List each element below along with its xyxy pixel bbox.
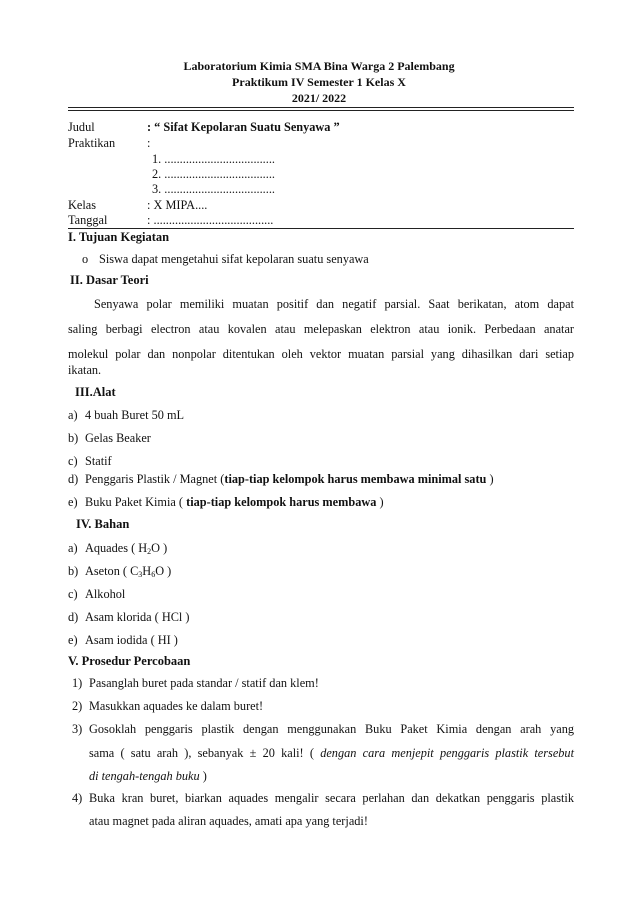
alat-marker: a) bbox=[68, 408, 78, 422]
subscript: 3 bbox=[138, 570, 143, 579]
praktikan-slot-1: 1. .................................... bbox=[152, 152, 275, 166]
step-4-line-1: Buka kran buret, biarkan aquades mengalir secara perlahan dan dekatkan penggaris plastik bbox=[89, 791, 574, 805]
praktikan-slot-3: 3. .................................... bbox=[152, 182, 275, 196]
alat-text: Statif bbox=[85, 454, 112, 468]
dasar-teori-heading: II. Dasar Teori bbox=[70, 273, 149, 287]
bahan-text: H bbox=[142, 564, 152, 578]
prosedur-heading: V. Prosedur Percobaan bbox=[68, 654, 191, 668]
alat-marker: d) bbox=[68, 472, 79, 486]
alat-text: Buku Paket Kimia ( bbox=[85, 495, 184, 509]
alat-text: Gelas Beaker bbox=[85, 431, 151, 445]
header-rule-top bbox=[68, 107, 574, 108]
step-marker: 3) bbox=[72, 722, 83, 736]
dasar-teori-line-3: molekul polar dan nonpolar ditentukan oleh vektor muatan parsial yang dihasilkan dari setiap bbox=[68, 347, 574, 361]
step-3-line-3 bbox=[89, 769, 207, 784]
practicum-title: Praktikum IV Semester 1 Kelas X bbox=[232, 75, 406, 89]
bahan-text: O ) bbox=[155, 564, 172, 578]
step-3-text: sama ( satu arah ), sebanyak ± 20 kali! ( bbox=[89, 746, 314, 760]
step-marker: 2) bbox=[72, 699, 83, 713]
dasar-teori-line-2: saling berbagi electron atau kovalen atau melepaskan elektron atau ionik. Perbedaan anatar bbox=[68, 322, 574, 336]
info-rule bbox=[68, 228, 574, 229]
bahan-text: Aquades ( H bbox=[85, 541, 148, 555]
step-marker: 4) bbox=[72, 791, 83, 805]
alat-text: 4 buah Buret 50 mL bbox=[85, 408, 185, 422]
header-rule-bottom bbox=[68, 110, 574, 111]
step-3-line-1: Gosoklah penggaris plastik dengan menggunakan Buku Paket Kimia dengan arah yang bbox=[89, 722, 574, 736]
bahan-marker: d) bbox=[68, 610, 79, 624]
bahan-marker: e) bbox=[68, 633, 78, 647]
bahan-marker: b) bbox=[68, 564, 79, 578]
lab-title: Laboratorium Kimia SMA Bina Warga 2 Palembang bbox=[183, 59, 455, 73]
step-1-text: Pasanglah buret pada standar / statif dan klem! bbox=[89, 676, 319, 690]
step-2-text: Masukkan aquades ke dalam buret! bbox=[89, 699, 264, 713]
step-3-italic-note: di tengah-tengah buku bbox=[89, 769, 200, 783]
alat-note-close: ) bbox=[486, 472, 494, 486]
tanggal-value: : ....................................... bbox=[147, 213, 274, 227]
dasar-teori-line-4: ikatan. bbox=[68, 363, 102, 377]
kelas-label: Kelas bbox=[68, 198, 96, 212]
tujuan-item: Siswa dapat mengetahui sifat kepolaran suatu senyawa bbox=[99, 252, 369, 266]
bahan-marker: c) bbox=[68, 587, 78, 601]
bahan-heading: IV. Bahan bbox=[76, 517, 130, 531]
alat-heading: III.Alat bbox=[75, 385, 116, 399]
bahan-text: ) bbox=[160, 541, 168, 555]
bahan-text: O bbox=[151, 541, 161, 555]
alat-note-bold: tiap-tiap kelompok harus membawa minimal satu bbox=[224, 472, 487, 486]
judul-label: Judul bbox=[68, 120, 95, 134]
step-3-text: ) bbox=[199, 769, 207, 783]
judul-value: : “ Sifat Kepolaran Suatu Senyawa ” bbox=[147, 120, 340, 134]
bahan-text: Asam klorida ( HCl ) bbox=[85, 610, 190, 624]
step-4-line-2: atau magnet pada aliran aquades, amati apa yang terjadi! bbox=[89, 814, 368, 828]
kelas-value: : X MIPA.... bbox=[147, 198, 208, 212]
praktikan-label: Praktikan bbox=[68, 136, 116, 150]
school-year: 2021/ 2022 bbox=[291, 91, 347, 105]
alat-note-close: ) bbox=[376, 495, 384, 509]
bahan-text: Asam iodida ( HI ) bbox=[85, 633, 178, 647]
alat-marker: b) bbox=[68, 431, 79, 445]
praktikan-colon: : bbox=[147, 136, 151, 150]
dasar-teori-line-1: Senyawa polar memiliki muatan positif dan negatif parsial. Saat berikatan, atom dapat bbox=[94, 297, 574, 311]
bahan-text: Alkohol bbox=[85, 587, 126, 601]
bahan-marker: a) bbox=[68, 541, 78, 555]
alat-note-bold: tiap-tiap kelompok harus membawa bbox=[183, 495, 377, 509]
praktikan-slot-2: 2. .................................... bbox=[152, 167, 275, 181]
alat-marker: e) bbox=[68, 495, 78, 509]
step-3-line-2 bbox=[89, 746, 574, 761]
bahan-text: Aseton ( C bbox=[85, 564, 139, 578]
step-marker: 1) bbox=[72, 676, 83, 690]
tujuan-heading: I. Tujuan Kegiatan bbox=[68, 230, 170, 244]
subscript: 6 bbox=[151, 570, 156, 579]
subscript: 2 bbox=[147, 547, 152, 556]
alat-text: Penggaris Plastik / Magnet ( bbox=[85, 472, 225, 486]
tanggal-label: Tanggal bbox=[68, 213, 108, 227]
step-3-italic-note: dengan cara menjepit penggaris plastik tersebut bbox=[313, 746, 574, 760]
tujuan-bullet: o bbox=[82, 252, 89, 266]
alat-marker: c) bbox=[68, 454, 78, 468]
